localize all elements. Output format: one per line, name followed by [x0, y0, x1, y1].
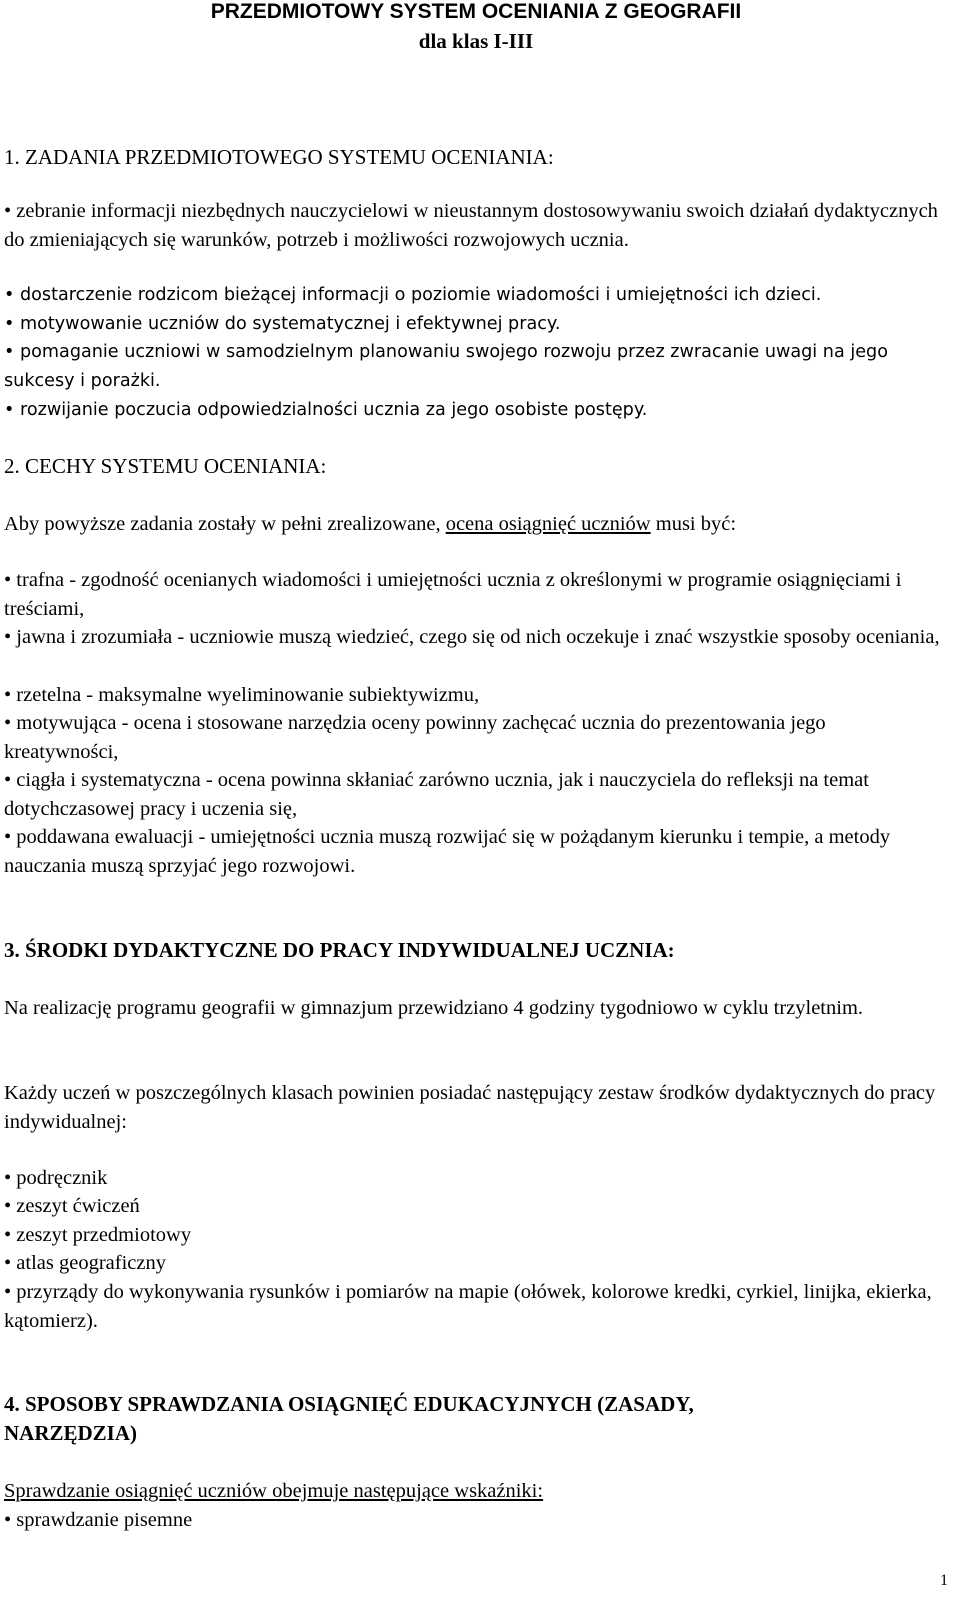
section-4-heading: 4. SPOSOBY SPRAWDZANIA OSIĄGNIĘĆ EDUKACYJNYCH (ZASADY, — [4, 1392, 694, 1416]
section-2-item: • jawna i zrozumiała - uczniowie muszą wiedzieć, czego się od nich oczekuje i znać wszystkie sposoby oceniania, — [4, 626, 940, 648]
section-3-item: • atlas geograficzny — [4, 1252, 166, 1274]
section-2-intro-end: musi być: — [650, 513, 737, 535]
section-1-item: • rozwijanie poczucia odpowiedzialności ucznia za jego osobiste postępy. — [4, 400, 648, 420]
section-3-heading: 3. ŚRODKI DYDAKTYCZNE DO PRACY INDYWIDUALNEJ UCZNIA: — [4, 938, 675, 962]
section-4-item: • sprawdzanie pisemne — [4, 1509, 193, 1531]
section-2-intro — [4, 510, 944, 539]
document-subtitle: dla klas I-III — [418, 29, 534, 53]
section-2-intro-underlined: ocena osiągnięć uczniów — [445, 513, 651, 535]
section-4-intro: Sprawdzanie osiągnięć uczniów obejmuje następujące wskaźniki: — [4, 1480, 544, 1502]
document-title: PRZEDMIOTOWY SYSTEM OCENIANIA Z GEOGRAFII — [210, 0, 742, 23]
section-1-item: • pomaganie uczniowi w samodzielnym planowaniu swojego rozwoju przez zwracanie uwagi na jego sukcesy i porażki. — [4, 342, 888, 391]
section-3-item: • podręcznik — [4, 1167, 108, 1189]
section-3-item: • zeszyt przedmiotowy — [4, 1224, 192, 1246]
section-2-item: • rzetelna - maksymalne wyeliminowanie subiektywizmu, — [4, 684, 480, 706]
section-2-item: • ciągła i systematyczna - ocena powinna skłaniać zarówno ucznia, jak i nauczyciela do refleksji na temat dotychczasowej pracy i uczenia się, — [4, 769, 869, 820]
section-3-item: • przyrządy do wykonywania rysunków i pomiarów na mapie (ołówek, kolorowe kredki, cyrkiel, linijka, ekierka, kątomierz). — [4, 1281, 932, 1332]
section-2-item: • motywująca - ocena i stosowane narzędzia oceny powinny zachęcać ucznia do prezentowania jego kreatywności, — [4, 712, 826, 763]
section-1-item: • motywowanie uczniów do systematycznej i efektywnej pracy. — [4, 314, 561, 334]
section-1-item: • dostarczenie rodzicom bieżącej informacji o poziomie wiadomości i umiejętności ich dzieci. — [4, 285, 822, 305]
section-3-item: • zeszyt ćwiczeń — [4, 1195, 140, 1217]
section-4-heading-continued: NARZĘDZIA) — [4, 1421, 138, 1445]
section-3-paragraph: Każdy uczeń w poszczególnych klasach powinien posiadać następujący zestaw środków dydaktycznych do pracy indywidualnej: — [4, 1082, 936, 1133]
section-1-heading: 1. ZADANIA PRZEDMIOTOWEGO SYSTEMU OCENIANIA: — [4, 145, 554, 169]
section-2-heading: 2. CECHY SYSTEMU OCENIANIA: — [4, 454, 327, 478]
section-2-item: • trafna - zgodność ocenianych wiadomości i umiejętności ucznia z określonymi w programie osiągnięciami i treściami, — [4, 569, 902, 620]
section-2-intro-text: Aby powyższe zadania zostały w pełni zrealizowane, — [4, 513, 446, 535]
section-1-item: • zebranie informacji niezbędnych nauczycielowi w nieustannym dostosowywaniu swoich działań dydaktycznych do zmieniających się warunków, potrzeb i możliwości rozwojowych ucznia. — [4, 200, 938, 251]
section-2-item: • poddawana ewaluacji - umiejętności ucznia muszą rozwijać się w pożądanym kierunku i tempie, a metody nauczania muszą sprzyjać jego rozwojowi. — [4, 826, 891, 877]
page-number: 1 — [940, 1572, 948, 1589]
section-3-paragraph: Na realizację programu geografii w gimnazjum przewidziano 4 godziny tygodniowo w cyklu trzyletnim. — [4, 997, 864, 1019]
